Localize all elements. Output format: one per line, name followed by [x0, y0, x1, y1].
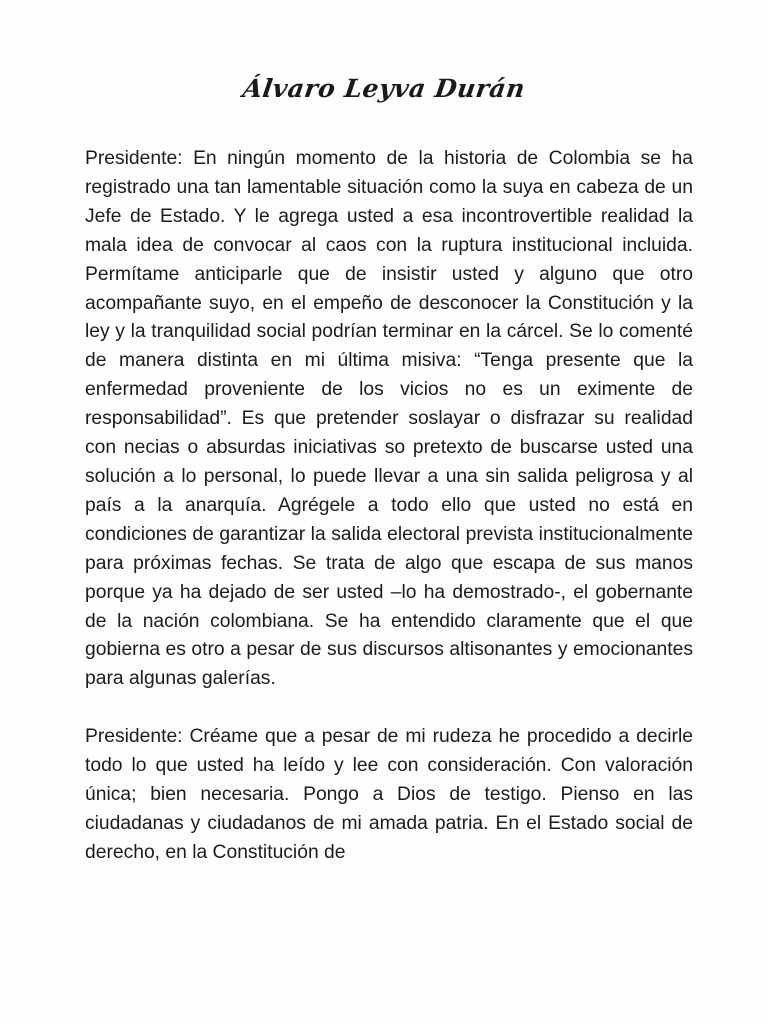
paragraph-1: Presidente: En ningún momento de la historia de Colombia se ha registrado una tan lamentable situación como la suya en cabeza de un Jefe de Estado. Y le agrega usted a esa incontrovertible realidad la mala idea de convocar al caos con la ruptura institucional incluida. Permítame anticiparle que de insistir usted y alguno que otro acompañante suyo, en el empeño de desconocer la Constitución y la ley y la tranquilidad social podrían terminar en la cárcel. Se lo comenté de manera distinta en mi última misiva: “Tenga presente que la enfermedad proveniente de los vicios no es un eximente de responsabilidad”. Es que pretender soslayar o disfrazar su realidad con necias o absurdas iniciativas so pretexto de buscarse usted una solución a lo personal, lo puede llevar a una sin salida peligrosa y al país a la anarquía. Agrégele a todo ello que usted no está en condiciones de garantizar la salida electoral prevista institucionalmente para próximas fechas. Se trata de algo que escapa de sus manos porque ya ha dejado de ser usted –lo ha demostrado-, el gobernante de la nación colombiana. Se ha entendido claramente que el que gobierna es otro a pesar de sus discursos altisonantes y emocionantes para algunas galerías.	[85, 148, 693, 690]
letter-body	[85, 145, 693, 868]
author-signature: Álvaro Leyva Durán	[240, 74, 528, 103]
paragraph-2: Presidente: Créame que a pesar de mi rudeza he procedido a decirle todo lo que usted ha leído y lee con consideración. Con valoración única; bien necesaria. Pongo a Dios de testigo. Pienso en las ciudadanas y ciudadanos de mi amada patria. En el Estado social de derecho, en la Constitución de	[85, 726, 693, 863]
